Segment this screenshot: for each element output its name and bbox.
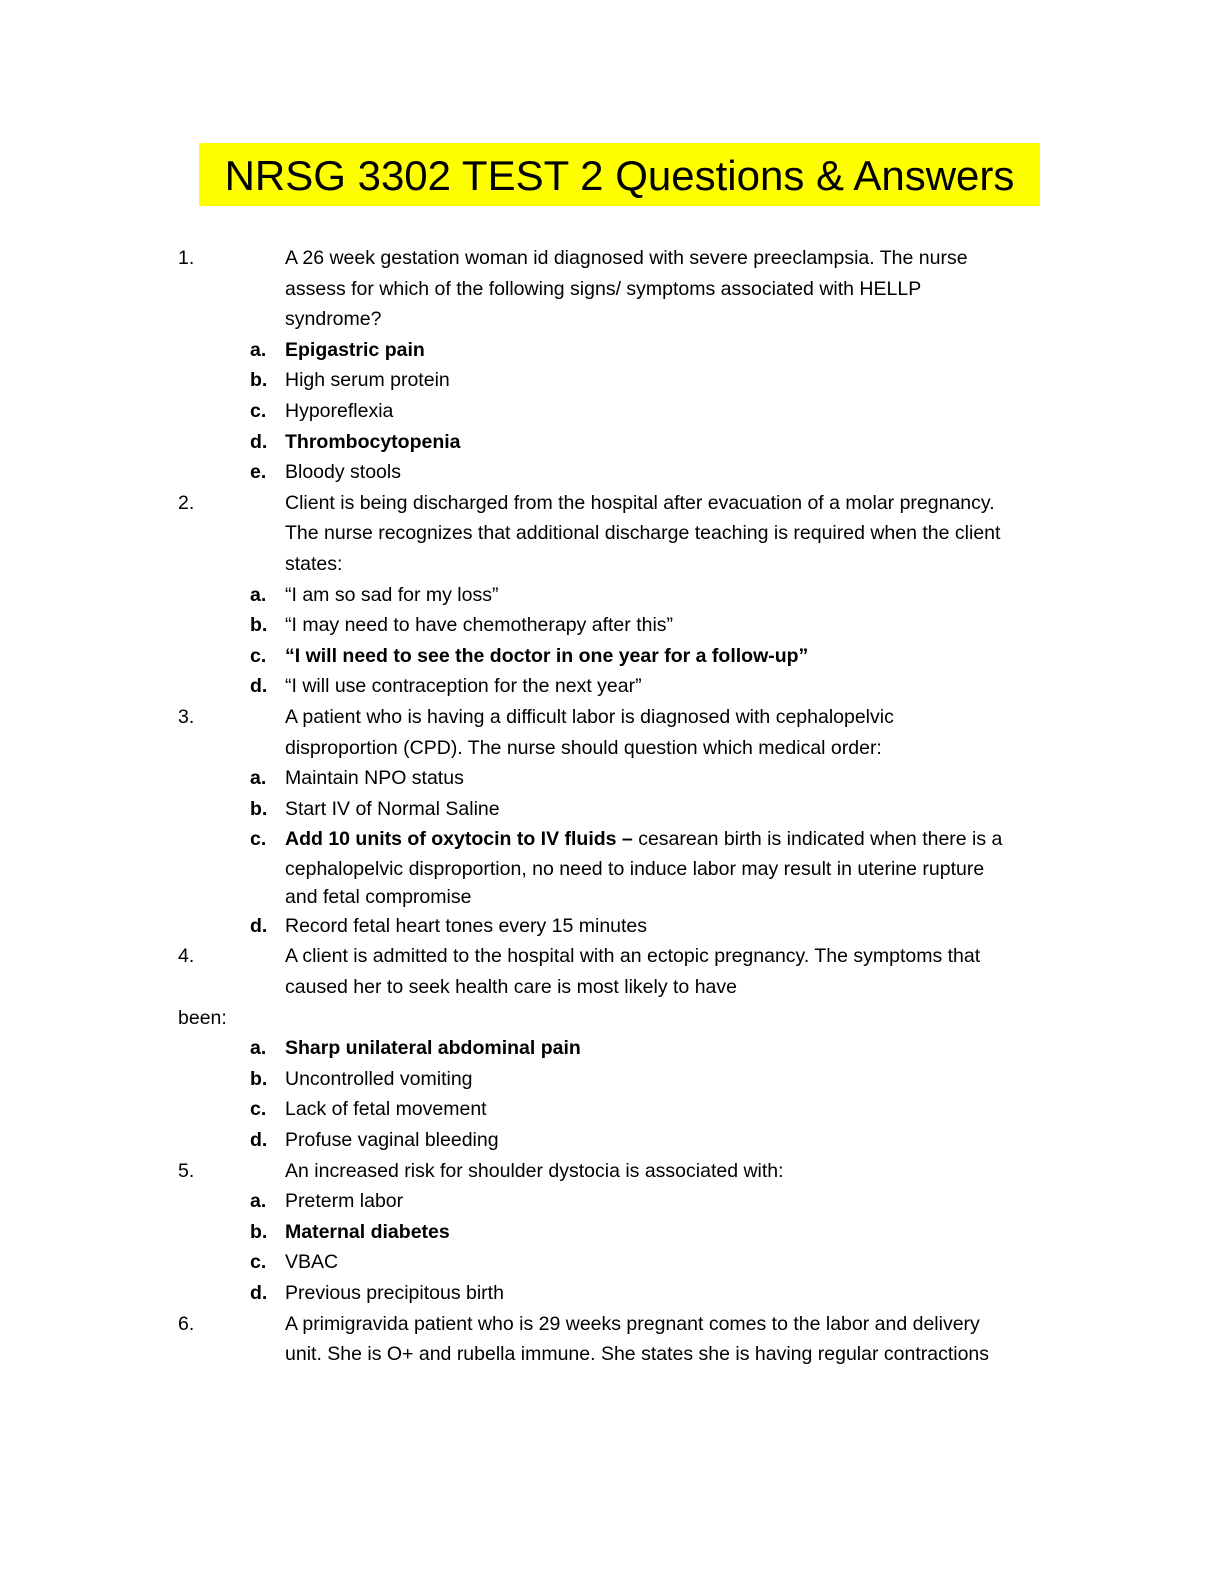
- question-block: [0, 1156, 1224, 1309]
- option-text: [285, 365, 450, 396]
- option-label: Previous precipitous birth: [285, 1282, 504, 1304]
- option-text: [285, 1125, 499, 1156]
- question-text: assess for which of the following signs/ symptoms associated with HELLP: [285, 277, 922, 300]
- option-letter: c.: [250, 1251, 267, 1274]
- answer-option: [0, 580, 1224, 611]
- answer-option: [0, 427, 1224, 458]
- option-label: Bloody stools: [285, 461, 401, 484]
- question-text: states:: [285, 552, 343, 575]
- question-block: [0, 941, 1224, 1155]
- answer-option: [0, 824, 1224, 855]
- question-overflow-text: been:: [178, 1006, 227, 1029]
- answer-option: [0, 641, 1224, 672]
- option-text: [285, 335, 425, 366]
- rationale-text: cephalopelvic disproportion, no need to induce labor may result in uterine rupture: [285, 857, 985, 880]
- answer-option: [0, 1033, 1224, 1064]
- title-highlight: [199, 143, 1040, 206]
- question-continuation-row: [0, 972, 1224, 1003]
- rationale-continuation-row: [0, 855, 1224, 883]
- option-label: Maintain NPO status: [285, 767, 464, 790]
- question-row: [0, 1156, 1224, 1187]
- option-label: Uncontrolled vomiting: [285, 1067, 473, 1090]
- option-label: “I may need to have chemotherapy after this”: [285, 614, 674, 637]
- answer-option: [0, 911, 1224, 942]
- option-text: [285, 763, 464, 794]
- question-number: 6.: [178, 1312, 195, 1335]
- question-text: caused her to seek health care is most likely to have: [285, 976, 737, 999]
- question-text: The nurse recognizes that additional discharge teaching is required when the client: [285, 522, 1001, 545]
- question-block: [0, 1309, 1224, 1370]
- question-block: [0, 702, 1224, 942]
- page-title: NRSG 3302 TEST 2 Questions & Answers: [224, 152, 1015, 199]
- option-letter: b.: [250, 797, 268, 820]
- correct-answer-text: “I will need to see the doctor in one year for a follow-up”: [285, 644, 809, 667]
- answer-option: [0, 1125, 1224, 1156]
- option-letter: a.: [250, 767, 267, 790]
- option-letter: b.: [250, 369, 268, 392]
- question-number: 5.: [178, 1159, 195, 1182]
- option-letter: d.: [250, 1129, 268, 1152]
- question-text: A primigravida patient who is 29 weeks pregnant comes to the labor and delivery: [285, 1312, 980, 1335]
- question-row: [0, 488, 1224, 519]
- answer-option: [0, 671, 1224, 702]
- option-text: [285, 1247, 338, 1278]
- question-block: [0, 488, 1224, 702]
- option-letter: d.: [250, 1282, 268, 1304]
- option-label: “I am so sad for my loss”: [285, 583, 499, 606]
- correct-answer-text: Sharp unilateral abdominal pain: [285, 1037, 581, 1060]
- option-letter: d.: [250, 430, 268, 453]
- option-letter: c.: [250, 1098, 267, 1121]
- answer-option: [0, 396, 1224, 427]
- question-text: disproportion (CPD). The nurse should question which medical order:: [285, 736, 882, 759]
- question-row: [0, 1309, 1224, 1340]
- answer-option: [0, 457, 1224, 488]
- option-text: [285, 824, 1002, 855]
- option-letter: a.: [250, 1037, 267, 1060]
- correct-answer-text: Add 10 units of oxytocin to IV fluids –: [285, 828, 633, 851]
- question-text: Client is being discharged from the hospital after evacuation of a molar pregnancy.: [285, 491, 995, 514]
- option-text: [285, 396, 393, 427]
- option-letter: b.: [250, 614, 268, 637]
- answer-option: [0, 610, 1224, 641]
- answer-option: [0, 1217, 1224, 1248]
- option-label: Hyporeflexia: [285, 399, 394, 422]
- answer-option: [0, 335, 1224, 366]
- question-text: A patient who is having a difficult labor is diagnosed with cephalopelvic: [285, 705, 894, 728]
- answer-option: [0, 1278, 1224, 1309]
- option-text: [285, 1278, 504, 1309]
- option-letter: c.: [250, 399, 267, 422]
- answer-option: [0, 1064, 1224, 1095]
- option-letter: e.: [250, 461, 267, 484]
- option-letter: a.: [250, 583, 267, 606]
- question-continuation-row: [0, 274, 1224, 305]
- question-text: A 26 week gestation woman id diagnosed with severe preeclampsia. The nurse: [285, 247, 968, 269]
- correct-answer-text: Maternal diabetes: [285, 1220, 450, 1243]
- option-label: Lack of fetal movement: [285, 1098, 487, 1121]
- question-continuation-row: [0, 733, 1224, 764]
- option-text: [285, 911, 647, 942]
- answer-option: [0, 365, 1224, 396]
- option-letter: d.: [250, 675, 268, 698]
- question-text: syndrome?: [285, 308, 382, 331]
- option-text: [285, 641, 808, 672]
- option-letter: b.: [250, 1067, 268, 1090]
- option-letter: b.: [250, 1220, 268, 1243]
- rationale-text: cesarean birth is indicated when there is a: [632, 828, 1003, 851]
- option-text: [285, 427, 461, 458]
- option-letter: c.: [250, 828, 267, 851]
- option-label: Profuse vaginal bleeding: [285, 1129, 499, 1152]
- option-label: Start IV of Normal Saline: [285, 797, 500, 820]
- option-text: [285, 1186, 403, 1217]
- answer-option: [0, 794, 1224, 825]
- option-text: [285, 1064, 473, 1095]
- question-number: 4.: [178, 945, 195, 968]
- option-text: [285, 580, 498, 611]
- option-label: Preterm labor: [285, 1190, 404, 1213]
- option-letter: c.: [250, 644, 267, 667]
- option-label: High serum protein: [285, 369, 450, 392]
- question-continuation-row: [0, 518, 1224, 549]
- answer-option: [0, 763, 1224, 794]
- option-text: [285, 1094, 487, 1125]
- answer-option: [0, 1247, 1224, 1278]
- option-label: “I will use contraception for the next year”: [285, 675, 642, 698]
- question-row: [0, 702, 1224, 733]
- option-text: [285, 1033, 581, 1064]
- option-letter: a.: [250, 1190, 267, 1213]
- question-list: [0, 243, 1224, 1370]
- question-number: 3.: [178, 705, 195, 728]
- question-continuation-row: [0, 549, 1224, 580]
- question-block: [0, 243, 1224, 488]
- option-text: [285, 794, 500, 825]
- correct-answer-text: Epigastric pain: [285, 338, 425, 361]
- option-text: [285, 610, 673, 641]
- option-letter: a.: [250, 338, 267, 361]
- question-number: 1.: [178, 247, 195, 269]
- option-label: Record fetal heart tones every 15 minutes: [285, 914, 648, 937]
- question-text: unit. She is O+ and rubella immune. She states she is having regular contractions: [285, 1343, 990, 1366]
- option-letter: d.: [250, 914, 268, 937]
- question-text: An increased risk for shoulder dystocia is associated with:: [285, 1159, 784, 1182]
- question-text: A client is admitted to the hospital with an ectopic pregnancy. The symptoms that: [285, 945, 981, 968]
- question-number: 2.: [178, 491, 195, 514]
- option-text: [285, 457, 401, 488]
- question-row: [0, 941, 1224, 972]
- question-continuation-row: [0, 304, 1224, 335]
- question-continuation-row: [0, 1339, 1224, 1370]
- rationale-text: and fetal compromise: [285, 885, 472, 908]
- answer-option: [0, 1094, 1224, 1125]
- correct-answer-text: Thrombocytopenia: [285, 430, 461, 453]
- question-row: [0, 243, 1224, 274]
- rationale-continuation-row: [0, 883, 1224, 911]
- option-label: VBAC: [285, 1251, 339, 1274]
- answer-option: [0, 1186, 1224, 1217]
- question-overflow-row: [0, 1003, 1224, 1034]
- option-text: [285, 1217, 450, 1248]
- option-text: [285, 671, 642, 702]
